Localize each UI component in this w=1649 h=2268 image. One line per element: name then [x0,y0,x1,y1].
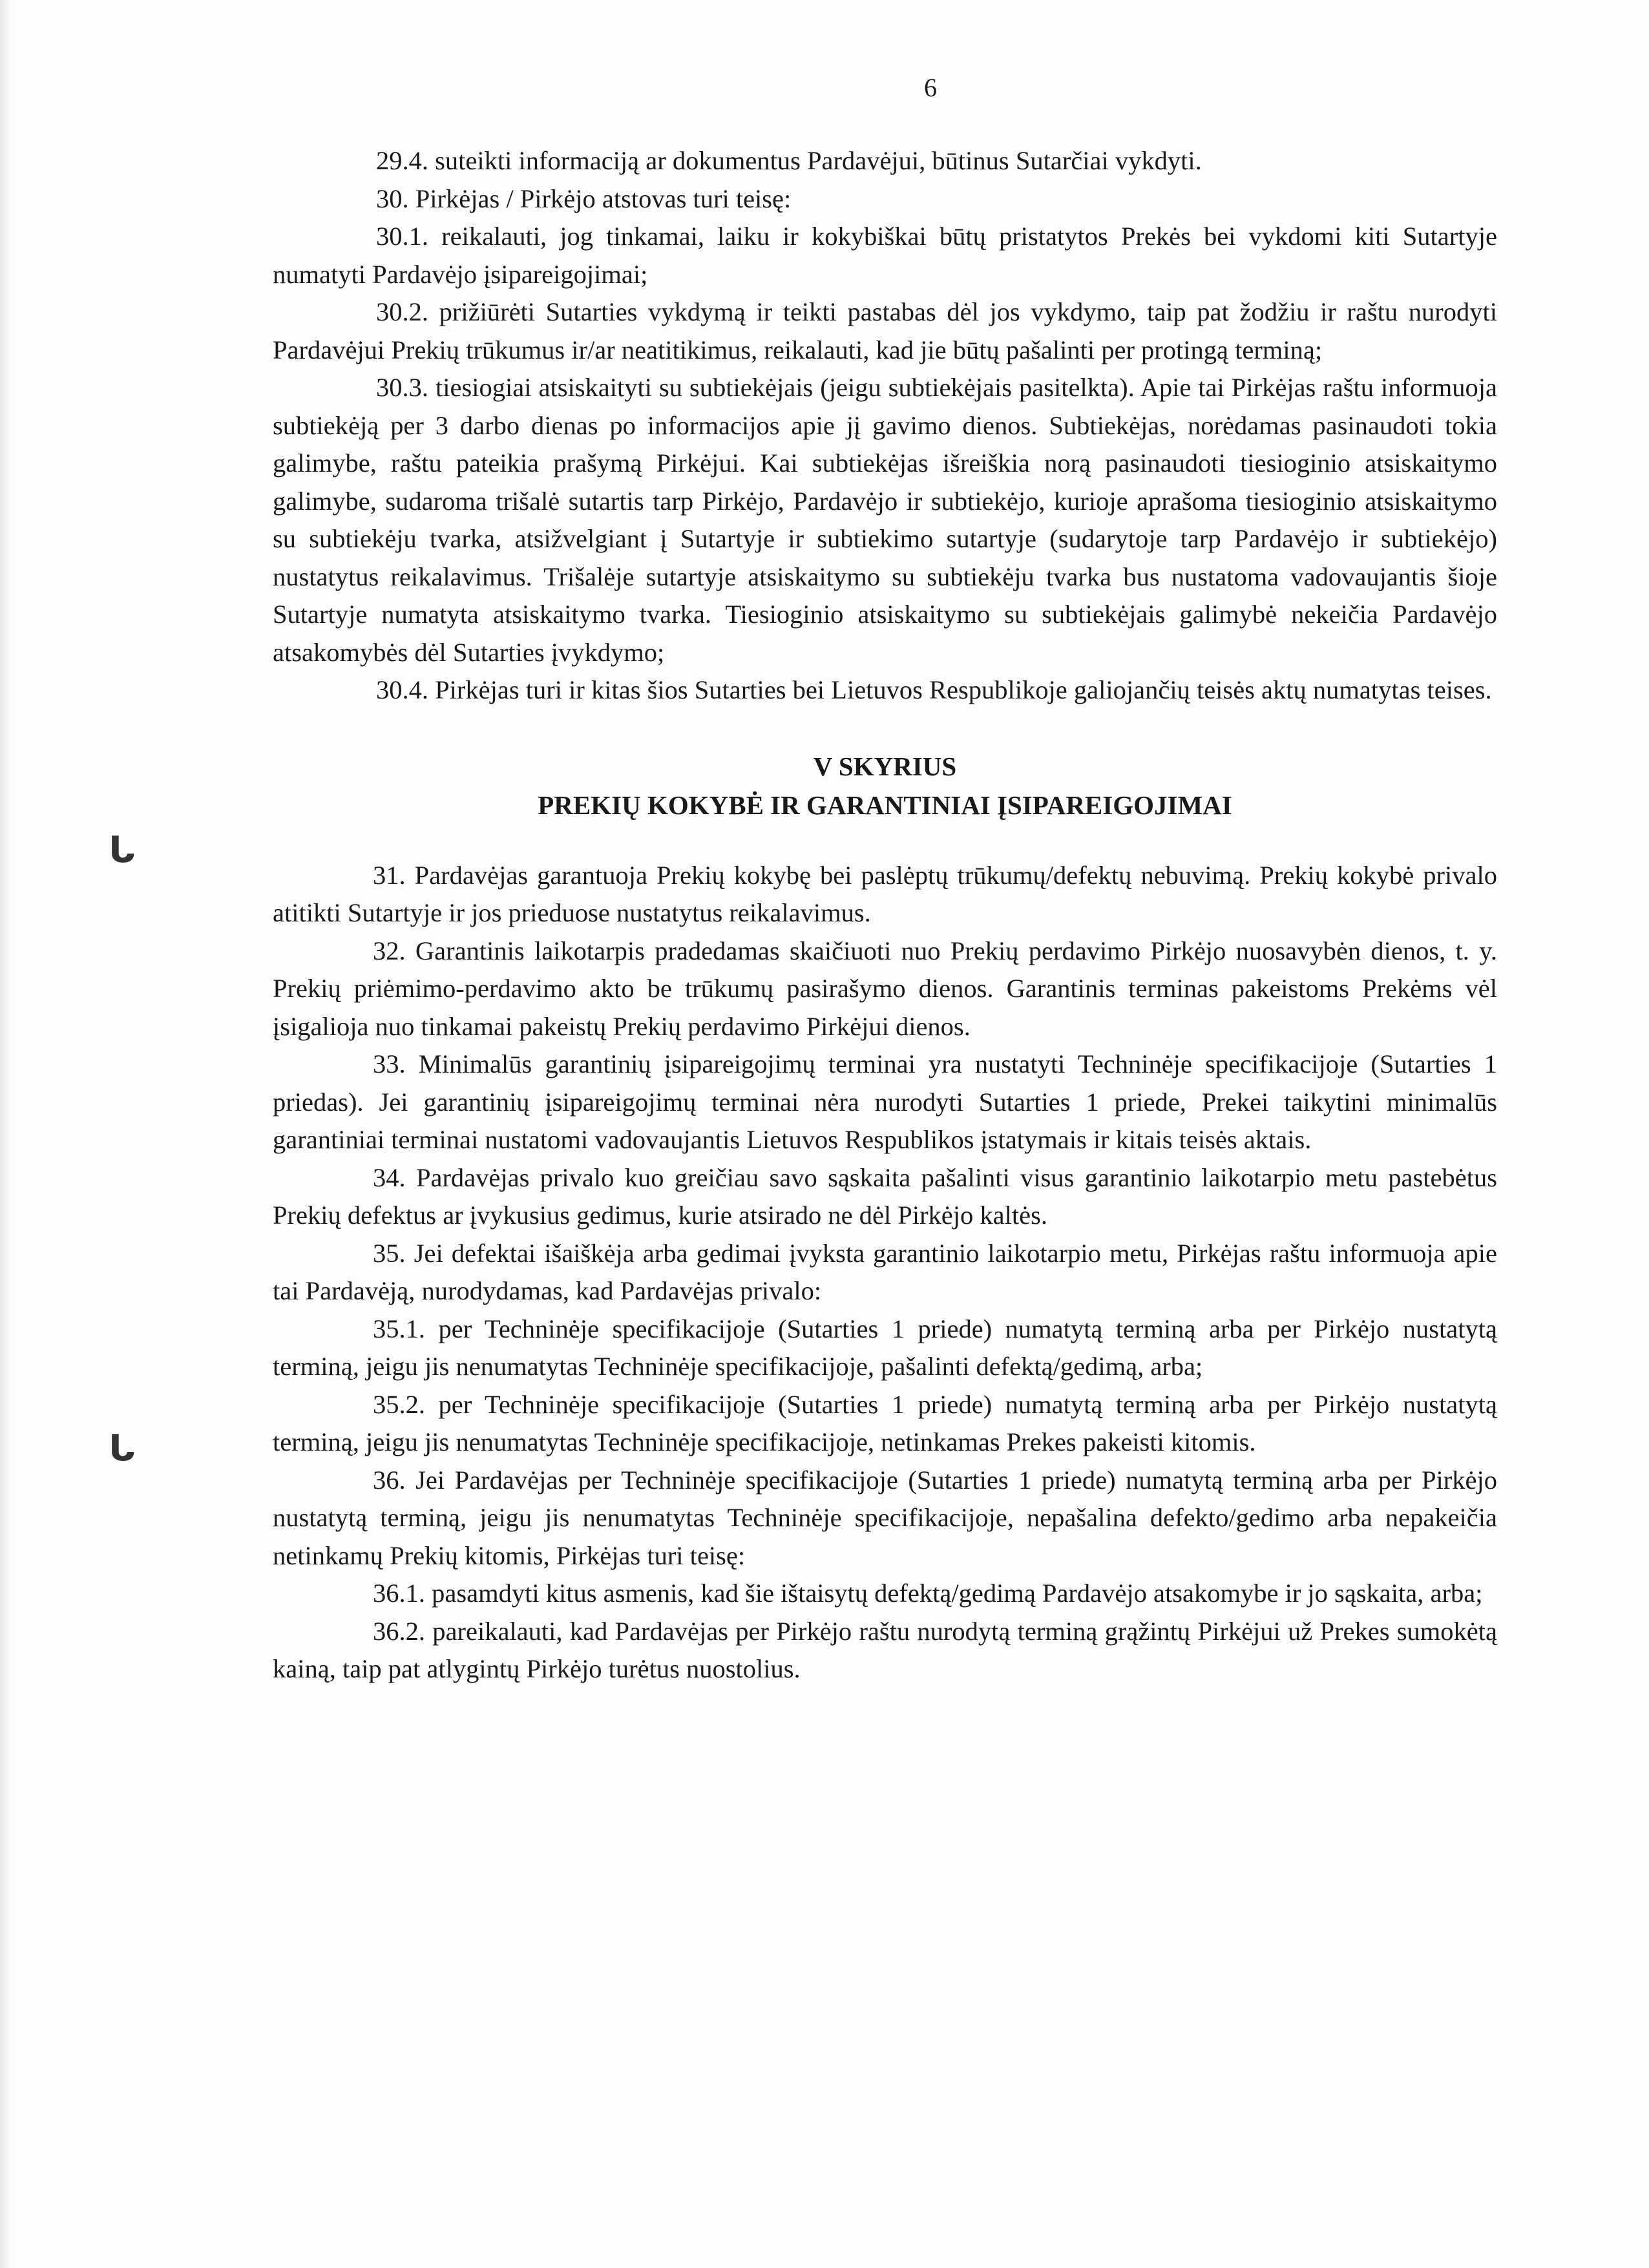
clause-33: 33. Minimalūs garantinių įsipareigojimų terminai yra nustatyti Techninėje specifikacijoje (Sutarties 1 priedas). Jei garantinių įsipareigojimų terminai nėra nurodyti Sutarties 1 priede, Prekei taikytini minimalūs garantiniai terminai nustatomi vadovaujantis Lietuvos Respublikos įstatymais ir kitais teisės aktais. [273,1049,1497,1154]
section-title: PREKIŲ KOKYBĖ IR GARANTINIAI ĮSIPAREIGOJIMAI [538,790,1232,820]
clause-30: 30. Pirkėjas / Pirkėjo atstovas turi teisę: [376,184,792,213]
document-body [273,142,1497,1688]
scan-edge-shadow [0,0,12,2268]
margin-annotation: ᒐ [109,829,136,871]
section-heading [273,747,1497,824]
clause-30-3: 30.3. tiesiogiai atsiskaityti su subtiekėjais (jeigu subtiekėjais pasitelkta). Apie tai Pirkėjas raštu informuoja subtiekėją per 3 darbo dienas po informacijos apie jį gavimo dienos. Subtiekėjas, norėdamas pasinaudoti tokia galimybe, raštu pateikia prašymą Pirkėjui. Kai subtiekėjas išreiškia norą pasinaudoti tiesioginio atsiskaitymo galimybe, sudaroma trišalė sutartis tarp Pirkėjo, Pardavėjo ir subtiekėjo, kurioje aprašoma tiesioginio atsiskaitymo su subtiekėju tvarka, atsižvelgiant į Sutartyje ir subtiekimo sutartyje (sudarytoje tarp Pardavėjo ir subtiekėjo) nustatytus reikalavimus. Trišalėje sutartyje atsiskaitymo su subtiekėju tvarka bus nustatoma vadovaujantis šioje Sutartyje numatyta atsiskaitymo tvarka. Tiesioginio atsiskaitymo su subtiekėjais galimybė nekeičia Pardavėjo atsakomybės dėl Sutarties įvykdymo; [273,373,1497,667]
clause-36-1: 36.1. pasamdyti kitus asmenis, kad šie ištaisytų defektą/gedimą Pardavėjo atsakomybe ir jo sąskaita, arba; [373,1579,1483,1608]
clause-36-2: 36.2. pareikalauti, kad Pardavėjas per Pirkėjo raštu nurodytą terminą grąžintų Pirkėjui už Prekes sumokėtą kainą, taip pat atlygintų Pirkėjo turėtus nuostolius. [273,1616,1497,1683]
clause-35: 35. Jei defektai išaiškėja arba gedimai įvyksta garantinio laikotarpio metu, Pirkėjas raštu informuoja apie tai Pardavėją, nurodydamas, kad Pardavėjas privalo: [273,1238,1497,1305]
clause-31: 31. Pardavėjas garantuoja Prekių kokybę bei paslėptų trūkumų/defektų nebuvimą. Prekių kokybė privalo atitikti Sutartyje ir jos prieduose nustatytus reikalavimus. [273,860,1497,927]
section-number: V SKYRIUS [813,751,957,781]
clause-29-4: 29.4. suteikti informaciją ar dokumentus Pardavėjui, būtinus Sutarčiai vykdyti. [376,146,1202,175]
page-number: 6 [924,73,937,102]
clause-36: 36. Jei Pardavėjas per Techninėje specifikacijoje (Sutarties 1 priede) numatytą terminą arba per Pirkėjo nustatytą terminą, jeigu jis nenumatytas Techninėje specifikacijoje, nepašalina defekto/gedimo arba nepakeičia netinkamų Prekių kitomis, Pirkėjas turi teisę: [273,1465,1497,1570]
clause-30-1: 30.1. reikalauti, jog tinkamai, laiku ir kokybiškai būtų pristatytos Prekės bei vykdomi kiti Sutartyje numatyti Pardavėjo įsipareigojimai; [273,222,1497,289]
clause-30-4: 30.4. Pirkėjas turi ir kitas šios Sutarties bei Lietuvos Respublikoje galiojančių teisės aktų numatytas teises. [376,675,1492,704]
clause-35-2: 35.2. per Techninėje specifikacijoje (Sutarties 1 priede) numatytą terminą arba per Pirkėjo nustatytą terminą, jeigu jis nenumatytas Techninėje specifikacijoje, netinkamas Prekes pakeisti kitomis. [273,1389,1497,1456]
clause-34: 34. Pardavėjas privalo kuo greičiau savo sąskaita pašalinti visus garantinio laikotarpio metu pastebėtus Prekių defektus ar įvykusius gedimus, kurie atsirado ne dėl Pirkėjo kaltės. [273,1162,1497,1230]
clause-30-2: 30.2. prižiūrėti Sutarties vykdymą ir teikti pastabas dėl jos vykdymo, taip pat žodžiu ir raštu nurodyti Pardavėjui Prekių trūkumus ir/ar neatitikimus, reikalauti, kad jie būtų pašalinti per protingą terminą; [273,297,1497,364]
margin-annotation: ᒐ [109,1427,136,1469]
clause-32: 32. Garantinis laikotarpis pradedamas skaičiuoti nuo Prekių perdavimo Pirkėjo nuosavybėn dienos, t. y. Prekių priėmimo-perdavimo akto be trūkumų pasirašymo dienos. Garantinis terminas pakeistoms Prekėms vėl įsigalioja nuo tinkamai pakeistų Prekių perdavimo Pirkėjui dienos. [273,936,1497,1041]
clause-35-1: 35.1. per Techninėje specifikacijoje (Sutarties 1 priede) numatytą terminą arba per Pirkėjo nustatytą terminą, jeigu jis nenumatytas Techninėje specifikacijoje, pašalinti defektą/gedimą, arba; [273,1314,1497,1381]
